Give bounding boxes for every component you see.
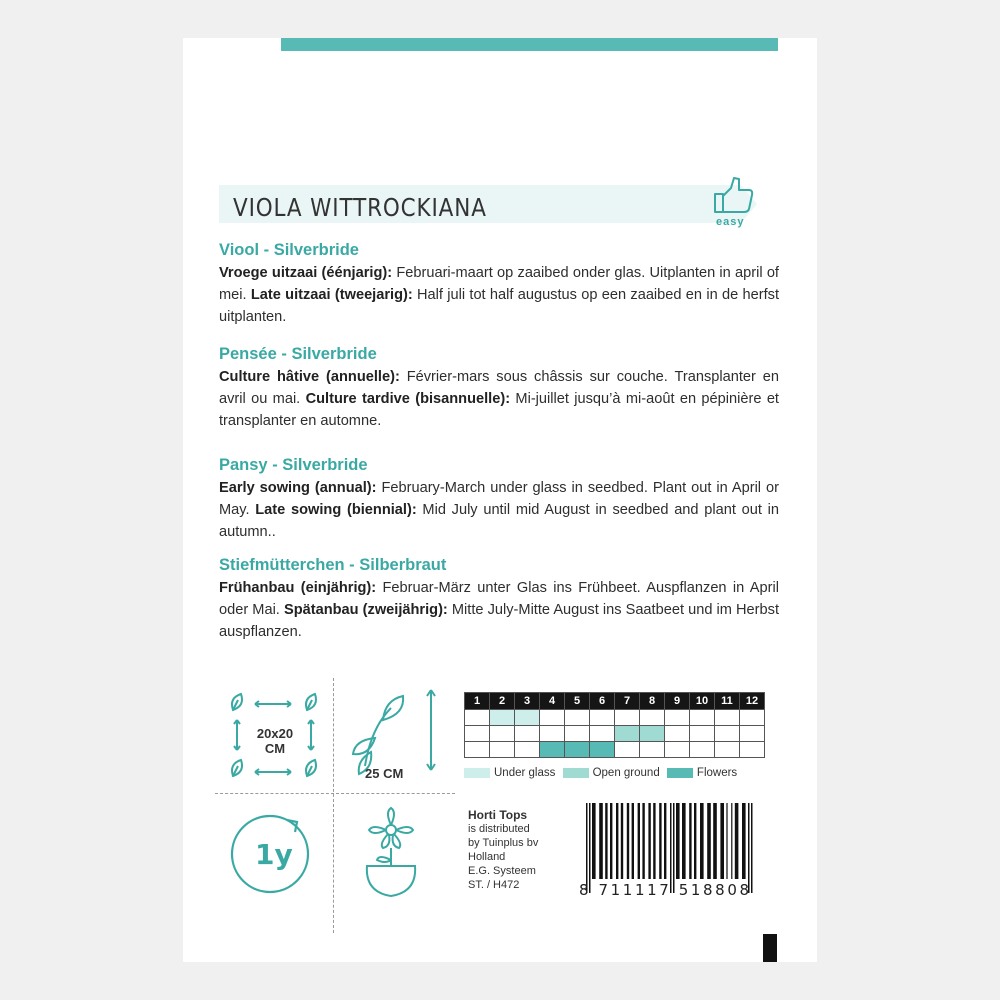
distributor-line: is distributed bbox=[468, 823, 530, 835]
calendar-cell bbox=[465, 710, 490, 726]
barcode-bar bbox=[707, 803, 711, 879]
seed-packet-back bbox=[183, 38, 817, 962]
barcode-bar bbox=[621, 803, 623, 879]
calendar-cell bbox=[515, 726, 540, 742]
barcode-bar bbox=[726, 803, 727, 879]
top-color-band bbox=[281, 38, 778, 51]
barcode-digits: 8 711117 518808 bbox=[579, 881, 752, 899]
calendar-cell bbox=[740, 726, 765, 742]
month-header: 3 bbox=[515, 693, 540, 710]
calendar-cell bbox=[515, 742, 540, 758]
height-label: 25 CM bbox=[365, 766, 404, 781]
barcode-bar bbox=[599, 803, 603, 879]
calendar-row-flowers bbox=[465, 742, 765, 758]
distributor-line: ST. / H472 bbox=[468, 879, 520, 891]
calendar-legend bbox=[464, 767, 741, 781]
barcode-bar bbox=[664, 803, 666, 879]
calendar-cell bbox=[465, 742, 490, 758]
calendar-cell bbox=[540, 726, 565, 742]
calendar-cell bbox=[740, 710, 765, 726]
month-header: 8 bbox=[640, 693, 665, 710]
barcode-bar bbox=[632, 803, 634, 879]
calendar-cell bbox=[665, 726, 690, 742]
barcode-bar bbox=[586, 803, 588, 893]
calendar-cell bbox=[740, 742, 765, 758]
section-english bbox=[219, 455, 779, 543]
section-french bbox=[219, 344, 779, 432]
calendar-cell bbox=[665, 742, 690, 758]
barcode-bar bbox=[682, 803, 686, 879]
month-header: 5 bbox=[565, 693, 590, 710]
section-heading: Viool - Silverbride bbox=[219, 241, 359, 259]
legend-swatch bbox=[464, 768, 490, 778]
barcode-bar bbox=[670, 803, 672, 893]
distributor-line: E.G. Systeem bbox=[468, 865, 536, 877]
barcode-bar bbox=[673, 803, 675, 893]
barcode-bar bbox=[589, 803, 591, 893]
section-dutch bbox=[219, 240, 779, 328]
calendar-row-open-ground bbox=[465, 726, 765, 742]
distributor-line: Holland bbox=[468, 851, 506, 863]
month-header: 11 bbox=[715, 693, 740, 710]
barcode-bar bbox=[616, 803, 618, 879]
section-text: Culture hâtive (annuelle): Février-mars sous châssis sur couche. Transplanter en avril ou mai. Culture tardive (bisannuelle): Mi-juillet jusqu’à mi-août en pépinière et transplanter en automne. bbox=[219, 369, 779, 429]
barcode-bar bbox=[731, 803, 732, 879]
month-header: 9 bbox=[665, 693, 690, 710]
calendar-cell bbox=[640, 726, 665, 742]
registration-mark bbox=[763, 934, 777, 962]
spacing-label: 20x20 CM bbox=[256, 726, 294, 756]
calendar-cell bbox=[490, 742, 515, 758]
barcode-bar bbox=[592, 803, 596, 879]
barcode-bar bbox=[648, 803, 650, 879]
calendar-cell bbox=[540, 710, 565, 726]
calendar-cell bbox=[490, 710, 515, 726]
barcode-bar bbox=[627, 803, 629, 879]
barcode-bar bbox=[642, 803, 644, 879]
barcode-bar bbox=[700, 803, 704, 879]
barcode-bar bbox=[638, 803, 640, 879]
month-header: 6 bbox=[590, 693, 615, 710]
calendar-cell bbox=[615, 726, 640, 742]
calendar-cell bbox=[715, 710, 740, 726]
section-heading: Pensée - Silverbride bbox=[219, 345, 377, 363]
calendar-cell bbox=[590, 710, 615, 726]
barcode-bar bbox=[720, 803, 724, 879]
barcode-bar bbox=[676, 803, 680, 879]
calendar-cell bbox=[565, 726, 590, 742]
calendar-cell bbox=[465, 726, 490, 742]
legend-swatch bbox=[667, 768, 693, 778]
calendar-cell bbox=[565, 710, 590, 726]
month-header: 7 bbox=[615, 693, 640, 710]
growing-icons bbox=[215, 678, 455, 938]
barcode-bar bbox=[689, 803, 691, 879]
section-heading: Pansy - Silverbride bbox=[219, 456, 368, 474]
divider bbox=[333, 678, 334, 933]
barcode-bar bbox=[748, 803, 750, 893]
calendar-cell bbox=[490, 726, 515, 742]
title-banner bbox=[219, 185, 771, 223]
species-title: VIOLA WITTROCKIANA bbox=[233, 193, 487, 222]
divider bbox=[215, 793, 455, 794]
section-german bbox=[219, 555, 779, 643]
sowing-calendar bbox=[464, 692, 765, 758]
month-header: 12 bbox=[740, 693, 765, 710]
legend-under-glass: Under glass bbox=[464, 767, 555, 779]
calendar-cell bbox=[690, 742, 715, 758]
barcode-bar bbox=[659, 803, 661, 879]
calendar-cell bbox=[715, 726, 740, 742]
easy-label: easy bbox=[716, 216, 745, 228]
calendar-cell bbox=[665, 710, 690, 726]
month-header: 4 bbox=[540, 693, 565, 710]
legend-swatch bbox=[563, 768, 589, 778]
section-text: Early sowing (annual): February-March under glass in seedbed. Plant out in April or May. Late sowing (biennial): Mid July until mid August in seedbed and plant out in autumn.. bbox=[219, 480, 779, 540]
flower-pot-icon bbox=[355, 804, 435, 904]
calendar-cell bbox=[590, 742, 615, 758]
barcode-bar bbox=[751, 803, 753, 893]
barcode-bar bbox=[605, 803, 607, 879]
section-text: Vroege uitzaai (éénjarig): Februari-maart op zaaibed onder glas. Uitplanten in april of mei. Late uitzaai (tweejarig): Half juli tot half augustus op een zaaibed en in de herfst uitplanten. bbox=[219, 265, 780, 325]
barcode-bar bbox=[610, 803, 612, 879]
distributor-info bbox=[468, 808, 538, 892]
month-header: 2 bbox=[490, 693, 515, 710]
calendar-cell bbox=[715, 742, 740, 758]
section-text: Frühanbau (einjährig): Februar-März unter Glas ins Frühbeet. Auspflanzen in April oder Mai. Spätanbau (zweijährig): Mitte July-Mitte August ins Saatbeet und im Herbst auspflanzen. bbox=[219, 580, 779, 640]
brand-name: Horti Tops bbox=[468, 808, 528, 822]
calendar-cell bbox=[640, 742, 665, 758]
calendar-row-under-glass bbox=[465, 710, 765, 726]
barcode-bar bbox=[713, 803, 717, 879]
legend-open-ground: Open ground bbox=[563, 767, 660, 779]
distributor-line: by Tuinplus bv bbox=[468, 837, 539, 849]
calendar-cell bbox=[540, 742, 565, 758]
barcode-bar bbox=[742, 803, 746, 879]
lifecycle-label: 1y bbox=[255, 838, 293, 871]
calendar-cell bbox=[690, 726, 715, 742]
section-heading: Stiefmütterchen - Silberbraut bbox=[219, 556, 447, 574]
barcode-bar bbox=[735, 803, 739, 879]
barcode-bar bbox=[694, 803, 696, 879]
barcode bbox=[578, 803, 764, 893]
calendar-cell bbox=[640, 710, 665, 726]
barcode-bar bbox=[653, 803, 655, 879]
calendar-cell bbox=[590, 726, 615, 742]
calendar-cell bbox=[615, 710, 640, 726]
calendar-cell bbox=[565, 742, 590, 758]
month-header: 10 bbox=[690, 693, 715, 710]
calendar-cell bbox=[690, 710, 715, 726]
calendar-header-row bbox=[465, 693, 765, 710]
calendar-cell bbox=[615, 742, 640, 758]
calendar-cell bbox=[515, 710, 540, 726]
month-header: 1 bbox=[465, 693, 490, 710]
legend-flowers: Flowers bbox=[667, 767, 737, 779]
